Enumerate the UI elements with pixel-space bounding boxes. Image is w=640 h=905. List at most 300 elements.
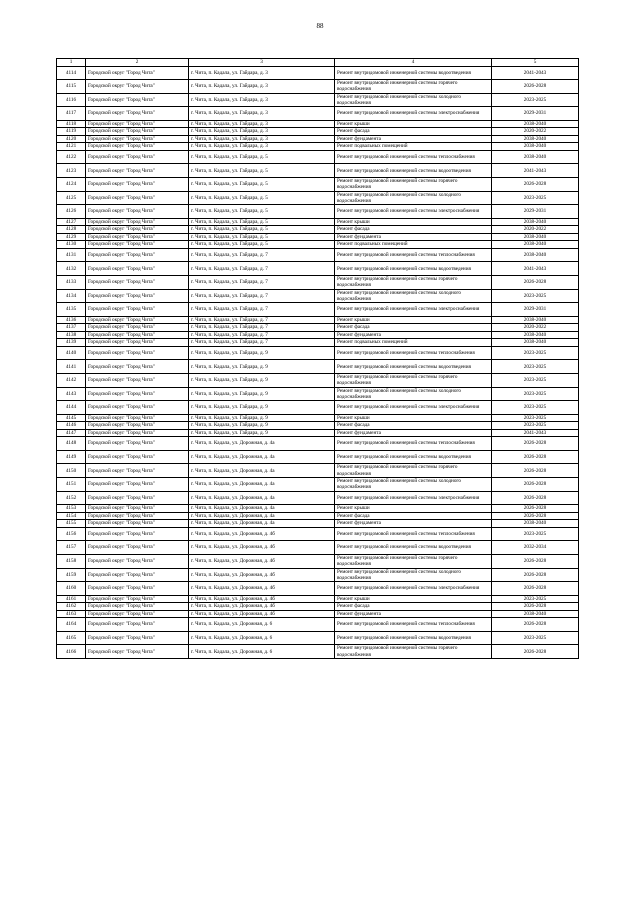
row-number-cell: 4119: [57, 128, 86, 136]
row-number-cell: 4135: [57, 303, 86, 317]
table-row: [57, 595, 579, 603]
work-type-cell: Ремонт внутридомовой инженерной системы горячего водоснабжения: [335, 374, 492, 388]
row-number-cell: 4122: [57, 150, 86, 164]
municipality-cell: Городской округ "Город Чита": [86, 512, 189, 520]
row-number-cell: 4162: [57, 603, 86, 611]
address-cell: г. Чита, п. Кадала, ул. Дорожная, д. 4б: [189, 595, 335, 603]
period-cell: 2041-2043: [492, 66, 579, 80]
row-number-cell: 4140: [57, 346, 86, 360]
table-row: [57, 520, 579, 528]
address-cell: г. Чита, п. Кадала, ул. Гайдара, д. 3: [189, 128, 335, 136]
work-type-cell: Ремонт подвальных помещений: [335, 339, 492, 347]
address-cell: г. Чита, п. Кадала, ул. Гайдара, д. 7: [189, 339, 335, 347]
address-cell: г. Чита, п. Кадала, ул. Дорожная, д. 4а: [189, 478, 335, 492]
row-number-cell: 4155: [57, 520, 86, 528]
period-cell: 2026-2028: [492, 618, 579, 632]
table-row: [57, 464, 579, 478]
municipality-cell: Городской округ "Город Чита": [86, 541, 189, 555]
work-type-cell: Ремонт внутридомовой инженерной системы водоотведения: [335, 450, 492, 464]
work-type-cell: Ремонт крыши: [335, 414, 492, 422]
municipality-cell: Городской округ "Город Чита": [86, 150, 189, 164]
row-number-cell: 4161: [57, 595, 86, 603]
table-row: [57, 226, 579, 234]
address-cell: г. Чита, п. Кадала, ул. Дорожная, д. 6: [189, 618, 335, 632]
work-type-cell: Ремонт фундамента: [335, 429, 492, 437]
period-cell: 2041-2043: [492, 164, 579, 178]
work-type-cell: Ремонт внутридомовой инженерной системы теплоснабжения: [335, 618, 492, 632]
work-type-cell: Ремонт фасада: [335, 226, 492, 234]
municipality-cell: Городской округ "Город Чита": [86, 527, 189, 541]
column-header: 5: [492, 59, 579, 67]
table-row: [57, 339, 579, 347]
work-type-cell: Ремонт фундамента: [335, 331, 492, 339]
row-number-cell: 4139: [57, 339, 86, 347]
period-cell: 2038-2040: [492, 331, 579, 339]
work-type-cell: Ремонт фасада: [335, 603, 492, 611]
period-cell: 2020-2022: [492, 324, 579, 332]
municipality-cell: Городской округ "Город Чита": [86, 233, 189, 241]
work-type-cell: Ремонт внутридомовой инженерной системы водоотведения: [335, 66, 492, 80]
address-cell: г. Чита, п. Кадала, ул. Гайдара, д. 5: [189, 164, 335, 178]
period-cell: 2026-2028: [492, 276, 579, 290]
row-number-cell: 4151: [57, 478, 86, 492]
municipality-cell: Городской округ "Город Чита": [86, 414, 189, 422]
municipality-cell: Городской округ "Город Чита": [86, 324, 189, 332]
municipality-cell: Городской округ "Город Чита": [86, 226, 189, 234]
work-type-cell: Ремонт внутридомовой инженерной системы холодного водоснабжения: [335, 568, 492, 582]
table-row: [57, 262, 579, 276]
row-number-cell: 4124: [57, 178, 86, 192]
municipality-cell: Городской округ "Город Чита": [86, 128, 189, 136]
table-header-row: [57, 59, 579, 67]
work-type-cell: Ремонт внутридомовой инженерной системы горячего водоснабжения: [335, 554, 492, 568]
work-type-cell: Ремонт внутридомовой инженерной системы электроснабжения: [335, 401, 492, 415]
period-cell: 2038-2040: [492, 135, 579, 143]
period-cell: 2041-2043: [492, 262, 579, 276]
municipality-cell: Городской округ "Город Чита": [86, 346, 189, 360]
address-cell: г. Чита, п. Кадала, ул. Дорожная, д. 4а: [189, 512, 335, 520]
period-cell: 2038-2040: [492, 218, 579, 226]
column-header: 1: [57, 59, 86, 67]
address-cell: г. Чита, п. Кадала, ул. Гайдара, д. 9: [189, 429, 335, 437]
row-number-cell: 4153: [57, 505, 86, 513]
address-cell: г. Чита, п. Кадала, ул. Дорожная, д. 4б: [189, 610, 335, 618]
work-type-cell: Ремонт внутридомовой инженерной системы горячего водоснабжения: [335, 464, 492, 478]
work-type-cell: Ремонт внутридомовой инженерной системы горячего водоснабжения: [335, 276, 492, 290]
period-cell: 2020-2022: [492, 226, 579, 234]
table-row: [57, 205, 579, 219]
address-cell: г. Чита, п. Кадала, ул. Гайдара, д. 7: [189, 303, 335, 317]
work-type-cell: Ремонт фасада: [335, 128, 492, 136]
column-header: 4: [335, 59, 492, 67]
period-cell: 2038-2040: [492, 520, 579, 528]
table-row: [57, 218, 579, 226]
row-number-cell: 4136: [57, 316, 86, 324]
table-row: [57, 603, 579, 611]
municipality-cell: Городской округ "Город Чита": [86, 316, 189, 324]
work-type-cell: Ремонт внутридомовой инженерной системы горячего водоснабжения: [335, 178, 492, 192]
row-number-cell: 4129: [57, 233, 86, 241]
table-row: [57, 233, 579, 241]
table-row: [57, 150, 579, 164]
municipality-cell: Городской округ "Город Чита": [86, 645, 189, 659]
municipality-cell: Городской округ "Город Чита": [86, 429, 189, 437]
table-row: [57, 527, 579, 541]
municipality-cell: Городской округ "Город Чита": [86, 610, 189, 618]
municipality-cell: Городской округ "Город Чита": [86, 143, 189, 151]
period-cell: 2038-2040: [492, 241, 579, 249]
row-number-cell: 4147: [57, 429, 86, 437]
row-number-cell: 4137: [57, 324, 86, 332]
table-row: [57, 107, 579, 121]
page-number: 88: [316, 22, 324, 30]
address-cell: г. Чита, п. Кадала, ул. Дорожная, д. 4а: [189, 450, 335, 464]
table-row: [57, 554, 579, 568]
municipality-cell: Городской округ "Город Чита": [86, 595, 189, 603]
work-type-cell: Ремонт внутридомовой инженерной системы водоотведения: [335, 164, 492, 178]
address-cell: г. Чита, п. Кадала, ул. Гайдара, д. 3: [189, 135, 335, 143]
work-type-cell: Ремонт внутридомовой инженерной системы холодного водоснабжения: [335, 478, 492, 492]
municipality-cell: Городской округ "Город Чита": [86, 289, 189, 303]
municipality-cell: Городской округ "Город Чита": [86, 360, 189, 374]
row-number-cell: 4123: [57, 164, 86, 178]
address-cell: г. Чита, п. Кадала, ул. Гайдара, д. 7: [189, 316, 335, 324]
period-cell: 2038-2040: [492, 316, 579, 324]
municipality-cell: Городской округ "Город Чита": [86, 276, 189, 290]
municipality-cell: Городской округ "Город Чита": [86, 603, 189, 611]
address-cell: г. Чита, п. Кадала, ул. Гайдара, д. 7: [189, 262, 335, 276]
municipality-cell: Городской округ "Город Чита": [86, 568, 189, 582]
table-row: [57, 324, 579, 332]
table-row: [57, 143, 579, 151]
period-cell: 2023-2025: [492, 631, 579, 645]
row-number-cell: 4128: [57, 226, 86, 234]
table-row: [57, 387, 579, 401]
table-row: [57, 437, 579, 451]
address-cell: г. Чита, п. Кадала, ул. Дорожная, д. 4а: [189, 520, 335, 528]
work-type-cell: Ремонт внутридомовой инженерной системы водоотведения: [335, 541, 492, 555]
period-cell: 2026-2028: [492, 450, 579, 464]
row-number-cell: 4143: [57, 387, 86, 401]
row-number-cell: 4165: [57, 631, 86, 645]
work-type-cell: Ремонт внутридомовой инженерной системы водоотведения: [335, 360, 492, 374]
period-cell: 2029-2031: [492, 303, 579, 317]
period-cell: 2041-2043: [492, 429, 579, 437]
address-cell: г. Чита, п. Кадала, ул. Гайдара, д. 3: [189, 120, 335, 128]
row-number-cell: 4134: [57, 289, 86, 303]
table-row: [57, 164, 579, 178]
address-cell: г. Чита, п. Кадала, ул. Дорожная, д. 4б: [189, 554, 335, 568]
work-type-cell: Ремонт подвальных помещений: [335, 241, 492, 249]
municipality-cell: Городской округ "Город Чита": [86, 401, 189, 415]
table-row: [57, 429, 579, 437]
row-number-cell: 4132: [57, 262, 86, 276]
period-cell: 2026-2028: [492, 505, 579, 513]
municipality-cell: Городской округ "Город Чита": [86, 331, 189, 339]
municipality-cell: Городской округ "Город Чита": [86, 120, 189, 128]
period-cell: 2023-2025: [492, 346, 579, 360]
address-cell: г. Чита, п. Кадала, ул. Дорожная, д. 4б: [189, 541, 335, 555]
row-number-cell: 4141: [57, 360, 86, 374]
address-cell: г. Чита, п. Кадала, ул. Гайдара, д. 7: [189, 331, 335, 339]
work-type-cell: Ремонт внутридомовой инженерной системы теплоснабжения: [335, 346, 492, 360]
table-row: [57, 512, 579, 520]
row-number-cell: 4117: [57, 107, 86, 121]
row-number-cell: 4126: [57, 205, 86, 219]
work-type-cell: Ремонт внутридомовой инженерной системы теплоснабжения: [335, 527, 492, 541]
table-row: [57, 331, 579, 339]
row-number-cell: 4158: [57, 554, 86, 568]
table-row: [57, 541, 579, 555]
row-number-cell: 4130: [57, 241, 86, 249]
municipality-cell: Городской округ "Город Чита": [86, 520, 189, 528]
table-row: [57, 80, 579, 94]
municipality-cell: Городской округ "Город Чита": [86, 205, 189, 219]
period-cell: 2026-2028: [492, 568, 579, 582]
period-cell: 2026-2028: [492, 554, 579, 568]
address-cell: г. Чита, п. Кадала, ул. Гайдара, д. 9: [189, 422, 335, 430]
period-cell: 2029-2031: [492, 205, 579, 219]
municipality-cell: Городской округ "Город Чита": [86, 422, 189, 430]
address-cell: г. Чита, п. Кадала, ул. Гайдара, д. 9: [189, 360, 335, 374]
work-type-cell: Ремонт крыши: [335, 218, 492, 226]
address-cell: г. Чита, п. Кадала, ул. Дорожная, д. 4б: [189, 568, 335, 582]
municipality-cell: Городской округ "Город Чита": [86, 374, 189, 388]
address-cell: г. Чита, п. Кадала, ул. Гайдара, д. 5: [189, 205, 335, 219]
address-cell: г. Чита, п. Кадала, ул. Дорожная, д. 4б: [189, 527, 335, 541]
address-cell: г. Чита, п. Кадала, ул. Гайдара, д. 3: [189, 80, 335, 94]
work-type-cell: Ремонт фундамента: [335, 135, 492, 143]
table-row: [57, 346, 579, 360]
work-type-cell: Ремонт крыши: [335, 316, 492, 324]
work-type-cell: Ремонт подвальных помещений: [335, 143, 492, 151]
row-number-cell: 4121: [57, 143, 86, 151]
address-cell: г. Чита, п. Кадала, ул. Гайдара, д. 7: [189, 248, 335, 262]
period-cell: 2023-2025: [492, 527, 579, 541]
row-number-cell: 4127: [57, 218, 86, 226]
table-row: [57, 93, 579, 107]
row-number-cell: 4150: [57, 464, 86, 478]
period-cell: 2023-2025: [492, 289, 579, 303]
address-cell: г. Чита, п. Кадала, ул. Гайдара, д. 7: [189, 324, 335, 332]
address-cell: г. Чита, п. Кадала, ул. Гайдара, д. 5: [189, 150, 335, 164]
address-cell: г. Чита, п. Кадала, ул. Гайдара, д. 3: [189, 107, 335, 121]
address-cell: г. Чита, п. Кадала, ул. Дорожная, д. 4а: [189, 437, 335, 451]
address-cell: г. Чита, п. Кадала, ул. Гайдара, д. 9: [189, 346, 335, 360]
work-type-cell: Ремонт внутридомовой инженерной системы холодного водоснабжения: [335, 93, 492, 107]
address-cell: г. Чита, п. Кадала, ул. Гайдара, д. 5: [189, 178, 335, 192]
period-cell: 2023-2025: [492, 191, 579, 205]
row-number-cell: 4164: [57, 618, 86, 632]
address-cell: г. Чита, п. Кадала, ул. Дорожная, д. 4а: [189, 491, 335, 505]
table-row: [57, 120, 579, 128]
period-cell: 2038-2040: [492, 233, 579, 241]
work-type-cell: Ремонт внутридомовой инженерной системы горячего водоснабжения: [335, 80, 492, 94]
work-type-cell: Ремонт фасада: [335, 422, 492, 430]
row-number-cell: 4163: [57, 610, 86, 618]
address-cell: г. Чита, п. Кадала, ул. Гайдара, д. 3: [189, 93, 335, 107]
table-row: [57, 276, 579, 290]
work-type-cell: Ремонт внутридомовой инженерной системы теплоснабжения: [335, 248, 492, 262]
row-number-cell: 4142: [57, 374, 86, 388]
address-cell: г. Чита, п. Кадала, ул. Гайдара, д. 3: [189, 143, 335, 151]
municipality-cell: Городской округ "Город Чита": [86, 478, 189, 492]
address-cell: г. Чита, п. Кадала, ул. Гайдара, д. 5: [189, 233, 335, 241]
address-cell: г. Чита, п. Кадала, ул. Гайдара, д. 9: [189, 387, 335, 401]
municipality-cell: Городской округ "Город Чита": [86, 505, 189, 513]
row-number-cell: 4166: [57, 645, 86, 659]
address-cell: г. Чита, п. Кадала, ул. Дорожная, д. 4а: [189, 505, 335, 513]
address-cell: г. Чита, п. Кадала, ул. Дорожная, д. 4б: [189, 603, 335, 611]
table-row: [57, 645, 579, 659]
address-cell: г. Чита, п. Кадала, ул. Гайдара, д. 5: [189, 191, 335, 205]
municipality-cell: Городской округ "Город Чита": [86, 582, 189, 596]
period-cell: 2023-2025: [492, 401, 579, 415]
period-cell: 2026-2028: [492, 603, 579, 611]
table-row: [57, 401, 579, 415]
table-row: [57, 289, 579, 303]
address-cell: г. Чита, п. Кадала, ул. Гайдара, д. 5: [189, 241, 335, 249]
address-cell: г. Чита, п. Кадала, ул. Гайдара, д. 9: [189, 414, 335, 422]
municipality-cell: Городской округ "Город Чита": [86, 164, 189, 178]
municipality-cell: Городской округ "Город Чита": [86, 135, 189, 143]
column-header: 3: [189, 59, 335, 67]
address-cell: г. Чита, п. Кадала, ул. Дорожная, д. 6: [189, 631, 335, 645]
address-cell: г. Чита, п. Кадала, ул. Гайдара, д. 7: [189, 276, 335, 290]
municipality-cell: Городской округ "Город Чита": [86, 80, 189, 94]
work-type-cell: Ремонт внутридомовой инженерной системы холодного водоснабжения: [335, 191, 492, 205]
row-number-cell: 4157: [57, 541, 86, 555]
work-type-cell: Ремонт фундамента: [335, 233, 492, 241]
table-row: [57, 568, 579, 582]
row-number-cell: 4138: [57, 331, 86, 339]
row-number-cell: 4149: [57, 450, 86, 464]
address-cell: г. Чита, п. Кадала, ул. Гайдара, д. 5: [189, 226, 335, 234]
row-number-cell: 4159: [57, 568, 86, 582]
table-row: [57, 491, 579, 505]
period-cell: 2023-2025: [492, 374, 579, 388]
row-number-cell: 4116: [57, 93, 86, 107]
row-number-cell: 4154: [57, 512, 86, 520]
period-cell: 2029-2031: [492, 107, 579, 121]
period-cell: 2023-2025: [492, 93, 579, 107]
work-type-cell: Ремонт внутридомовой инженерной системы электроснабжения: [335, 107, 492, 121]
municipality-cell: Городской округ "Город Чита": [86, 107, 189, 121]
period-cell: 2026-2028: [492, 178, 579, 192]
municipality-cell: Городской округ "Город Чита": [86, 248, 189, 262]
municipality-cell: Городской округ "Город Чита": [86, 631, 189, 645]
work-type-cell: Ремонт внутридомовой инженерной системы водоотведения: [335, 631, 492, 645]
municipality-cell: Городской округ "Город Чита": [86, 464, 189, 478]
row-number-cell: 4148: [57, 437, 86, 451]
work-type-cell: Ремонт внутридомовой инженерной системы холодного водоснабжения: [335, 289, 492, 303]
table-row: [57, 422, 579, 430]
table-row: [57, 248, 579, 262]
table-row: [57, 303, 579, 317]
row-number-cell: 4115: [57, 80, 86, 94]
table-row: [57, 610, 579, 618]
work-type-cell: Ремонт внутридомовой инженерной системы теплоснабжения: [335, 150, 492, 164]
period-cell: 2026-2028: [492, 491, 579, 505]
work-type-cell: Ремонт фундамента: [335, 610, 492, 618]
municipality-cell: Городской округ "Город Чита": [86, 437, 189, 451]
municipality-cell: Городской округ "Город Чита": [86, 191, 189, 205]
period-cell: 2032-2034: [492, 541, 579, 555]
municipality-cell: Городской округ "Город Чита": [86, 618, 189, 632]
table-row: [57, 128, 579, 136]
municipality-cell: Городской округ "Город Чита": [86, 178, 189, 192]
table-row: [57, 374, 579, 388]
table-row: [57, 450, 579, 464]
period-cell: 2023-2025: [492, 414, 579, 422]
municipality-cell: Городской округ "Город Чита": [86, 491, 189, 505]
work-type-cell: Ремонт крыши: [335, 120, 492, 128]
address-cell: г. Чита, п. Кадала, ул. Гайдара, д. 5: [189, 218, 335, 226]
period-cell: 2038-2040: [492, 120, 579, 128]
row-number-cell: 4133: [57, 276, 86, 290]
table-row: [57, 316, 579, 324]
row-number-cell: 4125: [57, 191, 86, 205]
address-cell: г. Чита, п. Кадала, ул. Дорожная, д. 6: [189, 645, 335, 659]
work-type-cell: Ремонт крыши: [335, 595, 492, 603]
period-cell: 2026-2028: [492, 437, 579, 451]
work-type-cell: Ремонт внутридомовой инженерной системы теплоснабжения: [335, 437, 492, 451]
repair-schedule-table: [56, 58, 579, 659]
table-row: [57, 66, 579, 80]
period-cell: 2023-2025: [492, 595, 579, 603]
municipality-cell: Городской округ "Город Чита": [86, 339, 189, 347]
period-cell: 2038-2040: [492, 610, 579, 618]
address-cell: г. Чита, п. Кадала, ул. Гайдара, д. 9: [189, 401, 335, 415]
table-body: [57, 59, 579, 659]
municipality-cell: Городской округ "Город Чита": [86, 66, 189, 80]
period-cell: 2026-2028: [492, 478, 579, 492]
work-type-cell: Ремонт фундамента: [335, 520, 492, 528]
row-number-cell: 4120: [57, 135, 86, 143]
work-type-cell: Ремонт внутридомовой инженерной системы водоотведения: [335, 262, 492, 276]
address-cell: г. Чита, п. Кадала, ул. Гайдара, д. 9: [189, 374, 335, 388]
municipality-cell: Городской округ "Город Чита": [86, 387, 189, 401]
table-row: [57, 618, 579, 632]
period-cell: 2026-2028: [492, 645, 579, 659]
row-number-cell: 4146: [57, 422, 86, 430]
row-number-cell: 4131: [57, 248, 86, 262]
row-number-cell: 4156: [57, 527, 86, 541]
address-cell: г. Чита, п. Кадала, ул. Гайдара, д. 3: [189, 66, 335, 80]
period-cell: 2038-2040: [492, 143, 579, 151]
period-cell: 2023-2025: [492, 422, 579, 430]
work-type-cell: Ремонт внутридомовой инженерной системы электроснабжения: [335, 205, 492, 219]
period-cell: 2026-2028: [492, 80, 579, 94]
table-row: [57, 135, 579, 143]
address-cell: г. Чита, п. Кадала, ул. Дорожная, д. 4б: [189, 582, 335, 596]
period-cell: 2023-2025: [492, 387, 579, 401]
table-row: [57, 241, 579, 249]
address-cell: г. Чита, п. Кадала, ул. Дорожная, д. 4а: [189, 464, 335, 478]
table-row: [57, 191, 579, 205]
table-row: [57, 582, 579, 596]
column-header: 2: [86, 59, 189, 67]
period-cell: 2020-2022: [492, 128, 579, 136]
work-type-cell: Ремонт внутридомовой инженерной системы электроснабжения: [335, 303, 492, 317]
work-type-cell: Ремонт крыши: [335, 505, 492, 513]
row-number-cell: 4145: [57, 414, 86, 422]
work-type-cell: Ремонт фасада: [335, 324, 492, 332]
row-number-cell: 4118: [57, 120, 86, 128]
municipality-cell: Городской округ "Город Чита": [86, 450, 189, 464]
municipality-cell: Городской округ "Город Чита": [86, 218, 189, 226]
municipality-cell: Городской округ "Город Чита": [86, 554, 189, 568]
